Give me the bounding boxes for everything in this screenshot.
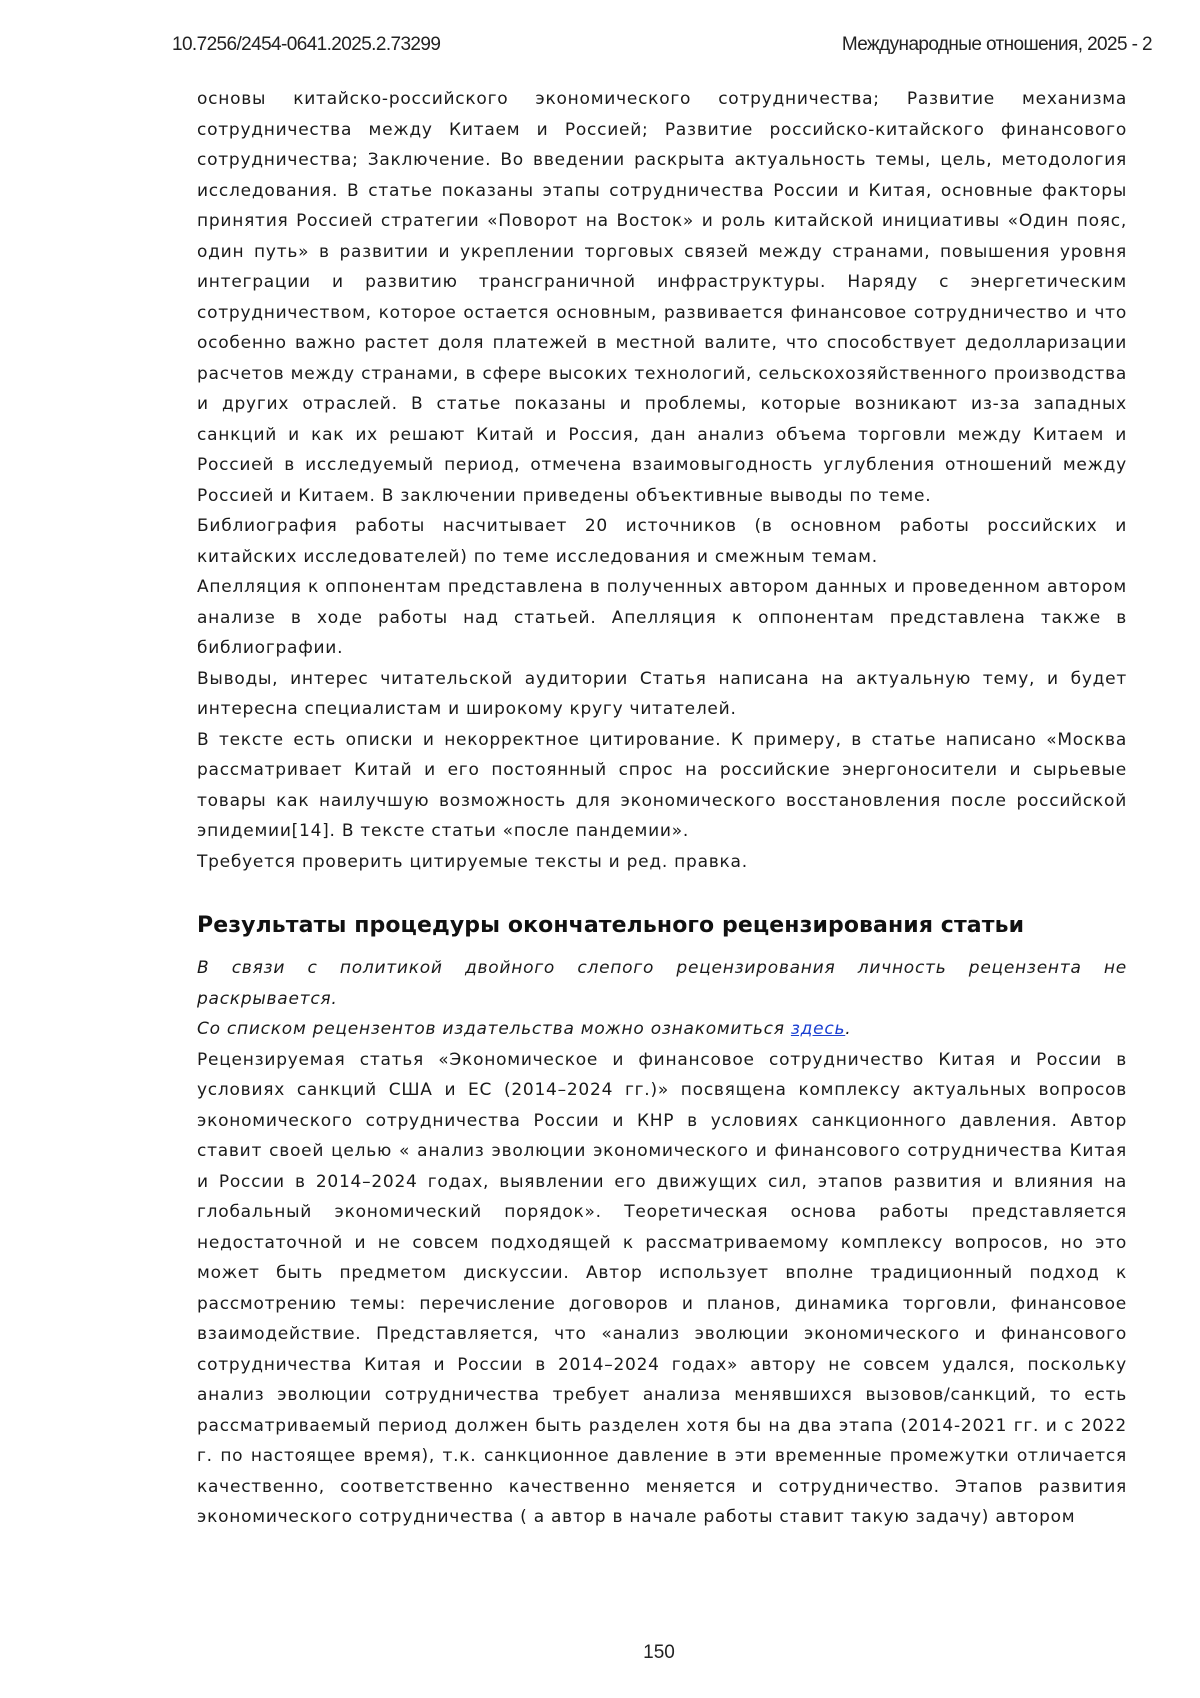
review-paragraph: Рецензируемая статья «Экономическое и финансовое сотрудничество Китая и России в условиях санкций США и ЕС (2014–2024 гг.)» посвящена комплексу актуальных вопросов экономического сотрудничества России и КНР в условиях санкционного давления. Автор ставит своей целью « анализ эволюции экономического и финансового сотрудничества Китая и России в 2014–2024 годах, выявлении его движущих сил, этапов развития и влияния на глобальный экономический порядок». Теоретическая основа работы представляется недостаточной и не совсем подходящей к рассматриваемому комплексу вопросов, но это может быть предметом дискуссии. Автор использует вполне традиционный подход к рассмотрению темы: перечисление договоров и планов, динамика торговли, финансовое взаимодействие. Представляется, что «анализ эволюции экономического и финансового сотрудничества Китая и России в 2014–2024 годах» автору не совсем удался, поскольку анализ эволюции сотрудничества требует анализа менявшихся вызовов/санкций, то есть рассматриваемый период должен быть разделен хотя бы на два этапа (2014-2021 гг. и с 2022 г. по настоящее время), т.к. санкционное давление в эти временные промежутки отличается качественно, соответственно качественно меняется и сотрудничество. Этапов развития экономического сотрудничества ( а автор в начале работы ставит такую задачу) автором [197, 1045, 1127, 1533]
doi-label: 10.7256/2454-0641.2025.2.73299 [172, 34, 440, 56]
notice-reviewers-list [197, 1014, 1127, 1045]
body-paragraph-summary: основы китайско-российского экономического сотрудничества; Развитие механизма сотрудничества между Китаем и Россией; Развитие российско-китайского финансового сотрудничества; Заключение. Во введении раскрыта актуальность темы, цель, методология исследования. В статье показаны этапы сотрудничества России и Китая, основные факторы принятия Россией стратегии «Поворот на Восток» и роль китайской инициативы «Один пояс, один путь» в развитии и укреплении торговых связей между странами, повышения уровня интеграции и развитию трансграничной инфраструктуры. Наряду с энергетическим сотрудничеством, которое остается основным, развивается финансовое сотрудничество и что особенно важно растет доля платежей в местной валите, что способствует дедолларизации расчетов между странами, в сфере высоких технологий, сельскохозяйственного производства и других отраслей. В статье показаны и проблемы, которые возникают из-за западных санкций и как их решают Китай и Россия, дан анализ объема торговли между Китаем и Россией в исследуемый период, отмечена взаимовыгодность углубления отношений между Россией и Китаем. В заключении приведены объективные выводы по теме. [197, 84, 1127, 511]
body-paragraph-required-edits: Требуется проверить цитируемые тексты и ред. правка. [197, 847, 1127, 878]
body-paragraph-bibliography: Библиография работы насчитывает 20 источников (в основном работы российских и китайских исследователей) по теме исследования и смежным темам. [197, 511, 1127, 572]
body-paragraph-errata: В тексте есть описки и некорректное цитирование. К примеру, в статье написано «Москва рассматривает Китай и его постоянный спрос на российские энергоносители и сырьевые товары как наилучшую возможность для экономического восстановления после российской эпидемии[14]. В тексте статьи «после пандемии». [197, 725, 1127, 847]
notice-suffix: . [845, 1019, 851, 1039]
body-paragraph-conclusions: Выводы, интерес читательской аудитории Статья написана на актуальную тему, и будет интересна специалистам и широкому кругу читателей. [197, 664, 1127, 725]
notice-anonymity: В связи с политикой двойного слепого рецензирования личность рецензента не раскрывается. [197, 953, 1127, 1014]
body-paragraph-appeal: Апелляция к оппонентам представлена в полученных автором данных и проведенном автором анализе в ходе работы над статьей. Апелляция к оппонентам представлена также в библиографии. [197, 572, 1127, 664]
reviewers-link[interactable]: здесь [791, 1019, 845, 1039]
review-notice [197, 953, 1127, 1045]
page-content [197, 84, 1127, 1533]
section-heading: Результаты процедуры окончательного рецензирования статьи [197, 903, 1127, 949]
notice-prefix: Со списком рецензентов издательства можно ознакомиться [197, 1019, 791, 1039]
journal-title: Международные отношения, 2025 - 2 [842, 34, 1152, 56]
page-number: 150 [0, 1642, 1200, 1664]
running-head [172, 34, 1152, 64]
